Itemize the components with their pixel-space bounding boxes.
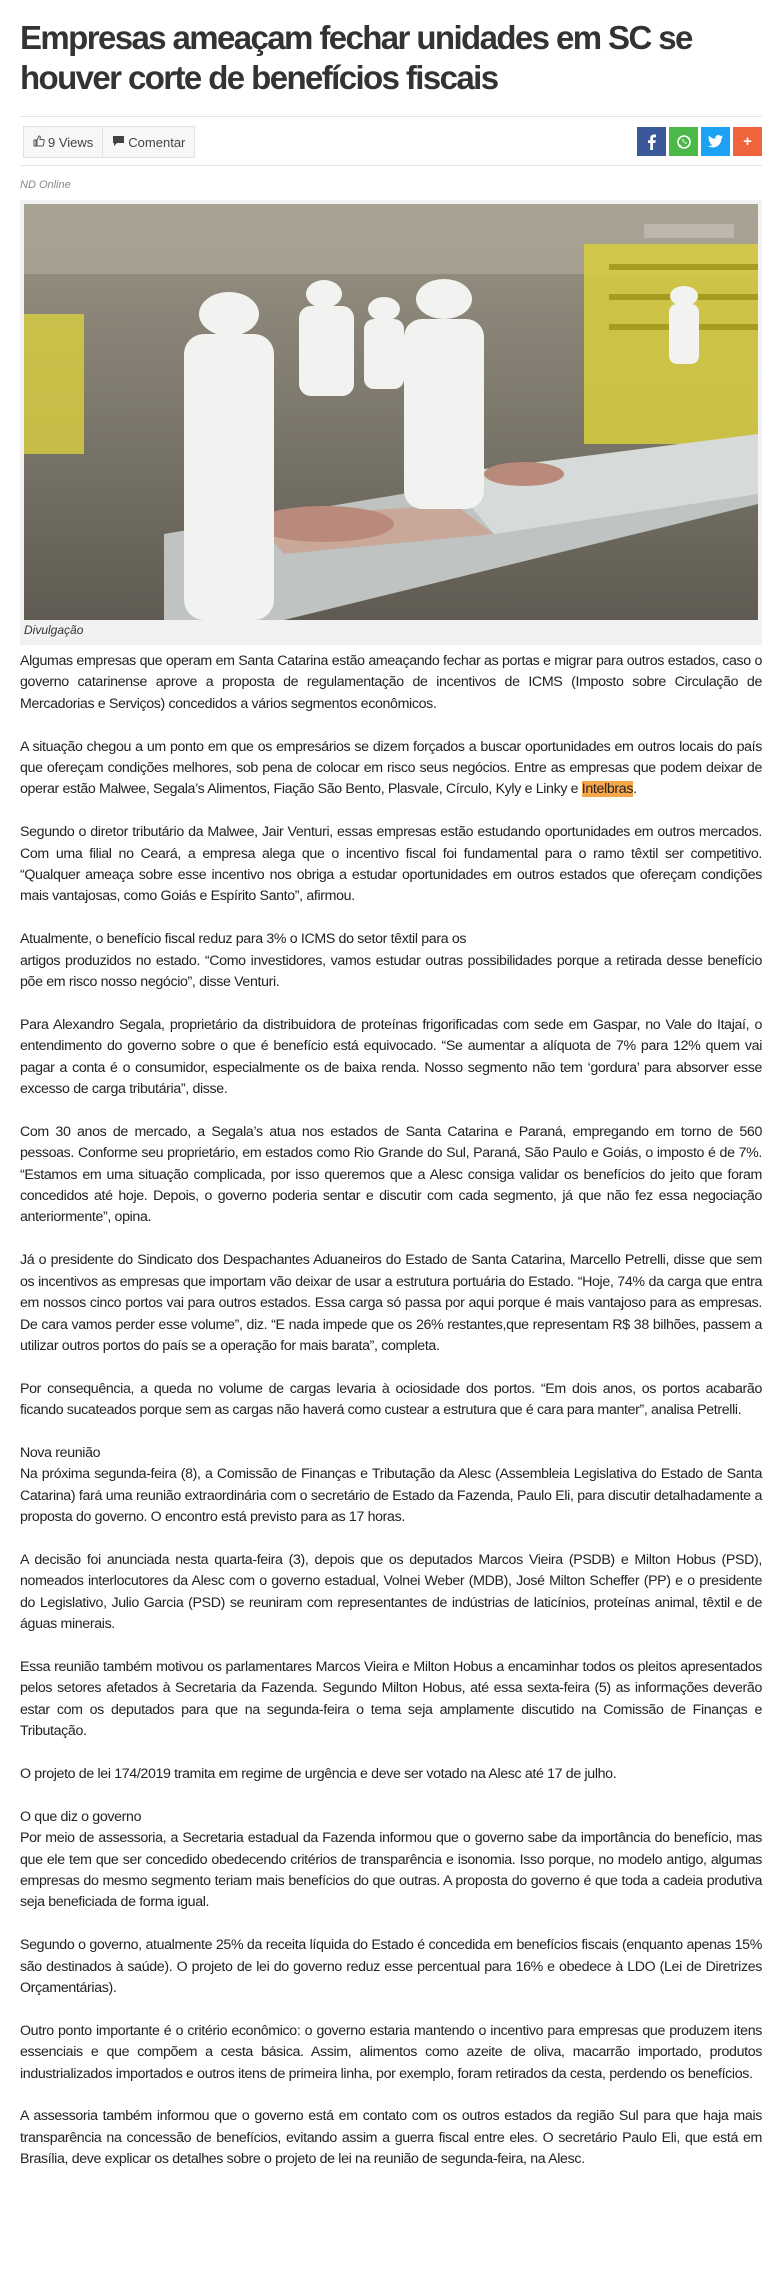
factory-photo	[24, 204, 758, 620]
paragraph: Algumas empresas que operam em Santa Catarina estão ameaçando fechar as portas e migrar para outros estados, caso o governo catarinense aprove a proposta de regulamentação de incentivos de ICMS (Imposto sobre Circulação de Mercadorias e Serviços) concedidos a vários segmentos econômicos.	[20, 653, 762, 712]
paragraph: Outro ponto importante é o critério econômico: o governo estaria mantendo o incentivo para empresas que produzem itens essenciais e que compõem a cesta básica. Assim, alimentos como azeite de oliva, macarrão importado, produtos industrializados importados e outros itens de primeira linha, por exemplo, foram retirados da cesta, perdendo os benefícios.	[20, 2022, 762, 2082]
whatsapp-share-button[interactable]	[669, 127, 698, 156]
plus-icon: +	[743, 133, 752, 150]
paragraph-text: Na próxima segunda-feira (8), a Comissão de Finanças e Tributação da Alesc (Assembleia Legislativa do Estado de Santa Catarina) fará uma reunião extraordinária com o secretário de Estado da Fazenda, Paulo Eli, para discutir detalhadamente a proposta do governo. O encontro está previsto para as 17 horas.	[20, 1466, 762, 1526]
share-buttons	[637, 127, 762, 156]
paragraph-text: artigos produzidos no estado. “Como investidores, vamos estudar outras possibilidades porque a retirada desse benefício põe em risco nosso negócio”, disse Venturi.	[20, 952, 762, 991]
paragraph: Já o presidente do Sindicato dos Despachantes Aduaneiros do Estado de Santa Catarina, Marcello Petrelli, disse que sem os incentivos as empresas que importam vão deixar de usar a estrutura portuária do Estado. “Hoje, 74% da carga que entra em nossos cinco portos vai para outros estados. Essa carga só passa por aqui porque é mais vantajoso para as empresas. De cara vamos perder esse volume”, diz. “E nada impede que os 26% restantes,que representam R$ 38 bilhões, passem a utilizar outros portos do país se a operação for mais barata”, completa.	[20, 1252, 762, 1354]
comment-button[interactable]	[103, 126, 195, 158]
paragraph	[20, 737, 762, 801]
twitter-icon	[708, 135, 723, 148]
paragraph: Segundo o governo, atualmente 25% da receita líquida do Estado é concedida em benefícios fiscais (enquanto apenas 15% são destinados à saúde). O projeto de lei do governo reduz esse percentual para 16% e obedece à LDO (Lei de Diretrizes Orçamentárias).	[20, 1937, 762, 1996]
article-title: Empresas ameaçam fechar unidades em SC se houver corte de benefícios fiscais	[20, 19, 692, 96]
paragraph	[20, 929, 762, 993]
paragraph-tail: .	[633, 781, 637, 798]
paragraph: Para Alexandro Segala, proprietário da distribuidora de proteínas frigorificadas com sede em Gaspar, no Vale do Itajaí, o entendimento do governo sobre o que é benefício está equivocado. “Se aumentar a alíquota de 7% para 12% quem vai pagar a conta é o consumidor, especialmente os de baixa renda. Nosso segmento não tem ‘gordura’ para absorver esse excesso de carga tributária”, disse.	[20, 1016, 762, 1098]
paragraph: Segundo o diretor tributário da Malwee, Jair Venturi, essas empresas estão estudando oportunidades em outros mercados. Com uma filial no Ceará, a empresa alega que o incentivo fiscal foi fundamental para o ramo têxtil ser competitivo. “Qualquer ameaça sobre esse incentivo nos obriga a estudar oportunidades em outros estados que ofereçam condições mais vantajosas, como Goiás e Espírito Santo”, afirmou.	[20, 824, 762, 905]
section-heading: Nova reunião	[20, 1444, 101, 1461]
paragraph: Por consequência, a queda no volume de cargas levaria à ociosidade dos portos. “Em dois anos, os portos acabarão ficando sucateados porque sem as cargas não haverá como custear a estrutura que é cara para manter”, analisa Petrelli.	[20, 1380, 762, 1419]
section-heading: O que diz o governo	[20, 1808, 142, 1825]
facebook-icon	[647, 134, 656, 150]
comment-icon	[112, 135, 125, 150]
divider	[20, 165, 762, 166]
highlighted-company-link[interactable]: Intelbras	[581, 781, 634, 798]
whatsapp-icon	[676, 134, 692, 150]
divider	[20, 116, 762, 117]
paragraph-text: A situação chegou a um ponto em que os empresários se dizem forçados a buscar oportunidades em outros locais do país que ofereçam condições melhores, sob pena de colocar em risco seus negócios. Entre as empresas que podem deixar de operar estão Malwee, Segala’s Alimentos, Fiação São Bento, Plasvale, Círculo, Kyly e Linky e	[20, 738, 762, 798]
paragraph: A decisão foi anunciada nesta quarta-feira (3), depois que os deputados Marcos Vieira (PSDB) e Milton Hobus (PSD), nomeados interlocutores da Alesc com o governo estadual, Volnei Weber (MDB), José Milton Scheffer (PP) e o presidente do Legislativo, Julio Garcia (PSD) se reuniram com representantes de indústrias de laticínios, proteínas animal, têxtil e de águas minerais.	[20, 1551, 762, 1633]
image-caption: Divulgação	[24, 623, 84, 637]
views-counter[interactable]	[23, 126, 103, 158]
paragraph: O projeto de lei 174/2019 tramita em regime de urgência e deve ser votado na Alesc até 17 de julho.	[20, 1765, 617, 1782]
paragraph	[20, 1443, 762, 1529]
paragraph: Essa reunião também motivou os parlamentares Marcos Vieira e Milton Hobus a encaminhar todos os pleitos apresentados pelos setores afetados à Secretaria da Fazenda. Segundo Milton Hobus, até essa sexta-feira (5) as informações deverão estar com os deputados para que na segunda-feira o tema seja amplamente discutido na Comissão de Finanças e Tributação.	[20, 1658, 762, 1740]
paragraph-text: Por meio de assessoria, a Secretaria estadual da Fazenda informou que o governo sabe da importância do benefício, mas que ele tem que ser concedido obedecendo critérios de transparência e isonomia. Isso porque, no modelo antigo, algumas empresas do mesmo segmento teriam mais benefícios do que outras. A proposta do governo é que toda a cadeia produtiva seja beneficiada de forma igual.	[20, 1830, 762, 1911]
more-share-button[interactable]	[733, 127, 762, 156]
article-body	[20, 651, 762, 2192]
comment-label: Comentar	[128, 134, 186, 150]
twitter-share-button[interactable]	[701, 127, 730, 156]
article-source: ND Online	[20, 179, 71, 191]
article-image	[20, 200, 762, 645]
paragraph-line: Atualmente, o benefício fiscal reduz para 3% o ICMS do setor têxtil para os	[20, 931, 467, 948]
paragraph	[20, 1807, 762, 1914]
views-label: 9 Views	[48, 134, 94, 150]
paragraph: A assessoria também informou que o governo está em contato com os outros estados da região Sul para que haja mais transparência na concessão de benefícios, evitando assim a guerra fiscal entre eles. O secretário Paulo Eli, que está em Brasília, deve explicar os detalhes sobre o projeto de lei na reunião de segunda-feira, na Alesc.	[20, 2108, 762, 2168]
thumbs-up-icon	[33, 135, 45, 150]
facebook-share-button[interactable]	[637, 127, 666, 156]
article-stats-bar	[23, 126, 195, 158]
paragraph: Com 30 anos de mercado, a Segala’s atua nos estados de Santa Catarina e Paraná, empregando em torno de 560 pessoas. Conforme seu proprietário, em estados como Rio Grande do Sul, Paraná, São Paulo e Goiás, o imposto é de 7%. “Estamos em uma situação complicada, por isso queremos que a Alesc consiga validar os benefícios do jeito que foram concedidos até hoje. Depois, o governo poderia sentar e discutir com cada segmento, já que não fez essa negociação anteriormente”, opina.	[20, 1123, 762, 1226]
